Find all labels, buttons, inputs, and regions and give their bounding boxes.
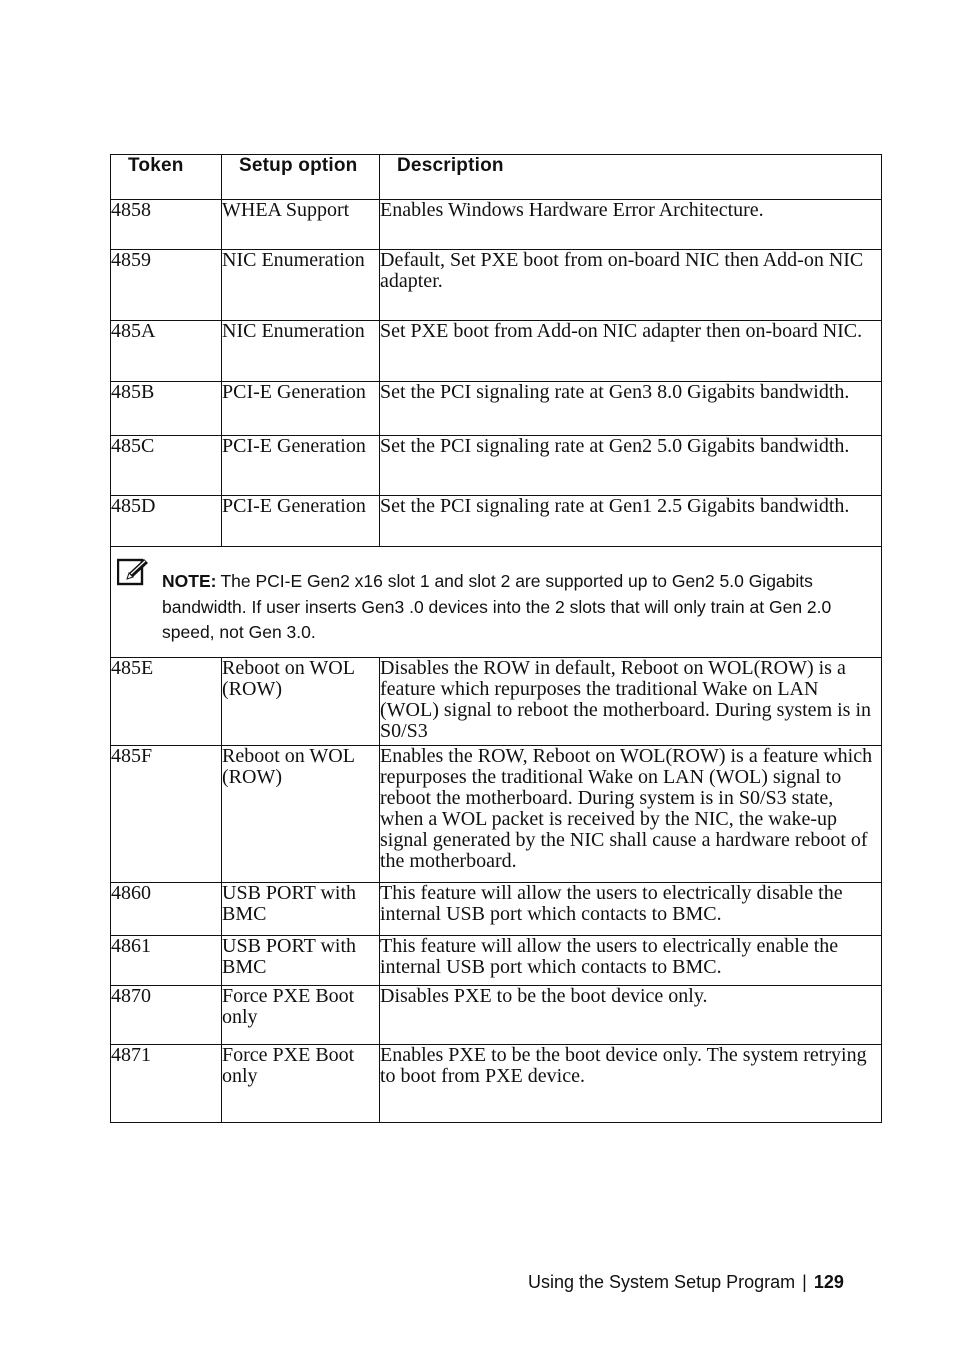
footer-separator: | [802, 1272, 807, 1292]
description-cell: Default, Set PXE boot from on-board NIC then Add-on NIC adapter. [380, 250, 882, 321]
table-row [111, 250, 882, 321]
table-row [111, 936, 882, 986]
setup-option-cell: Reboot on WOL (ROW) [222, 746, 380, 883]
token-cell: 4858 [111, 200, 222, 250]
table-row [111, 200, 882, 250]
table-row [111, 746, 882, 883]
note-row [111, 547, 882, 658]
setup-options-table [110, 154, 882, 1123]
note-cell [111, 547, 882, 658]
description-cell: This feature will allow the users to electrically enable the internal USB port which contacts to BMC. [380, 936, 882, 986]
page-number: 129 [813, 1272, 844, 1292]
table-header-row [111, 155, 882, 200]
header-token: Token [111, 155, 222, 200]
header-setup-option: Setup option [222, 155, 380, 200]
setup-option-cell: PCI-E Generation [222, 382, 380, 436]
token-cell: 4860 [111, 883, 222, 936]
description-cell: Enables PXE to be the boot device only. The system retrying to boot from PXE device. [380, 1045, 882, 1123]
description-cell: Disables the ROW in default, Reboot on WOL(ROW) is a feature which repurposes the traditional Wake on LAN (WOL) signal to reboot the motherboard. During system is in S0/S3 [380, 658, 882, 746]
setup-option-cell: WHEA Support [222, 200, 380, 250]
setup-option-cell: USB PORT with BMC [222, 883, 380, 936]
description-cell: Set the PCI signaling rate at Gen3 8.0 Gigabits bandwidth. [380, 382, 882, 436]
description-cell: This feature will allow the users to electrically disable the internal USB port which contacts to BMC. [380, 883, 882, 936]
description-cell: Set the PCI signaling rate at Gen1 2.5 Gigabits bandwidth. [380, 496, 882, 547]
setup-option-cell: USB PORT with BMC [222, 936, 380, 986]
table-row [111, 883, 882, 936]
setup-option-cell: NIC Enumeration [222, 321, 380, 382]
note-text [162, 569, 865, 646]
note-body: The PCI-E Gen2 x16 slot 1 and slot 2 are supported up to Gen2 5.0 Gigabits bandwidth. If user inserts Gen3 .0 devices into the 2 slots that will only train at Gen 2.0 speed, not Gen 3.0. [162, 571, 832, 642]
token-cell: 4861 [111, 936, 222, 986]
token-cell: 4871 [111, 1045, 222, 1123]
table-row [111, 496, 882, 547]
token-cell: 485A [111, 321, 222, 382]
setup-option-cell: PCI-E Generation [222, 496, 380, 547]
note-label: NOTE: [162, 571, 217, 591]
token-cell: 485F [111, 746, 222, 883]
table-row [111, 321, 882, 382]
footer-section-title: Using the System Setup Program [528, 1272, 796, 1292]
token-cell: 4870 [111, 986, 222, 1045]
note-pencil-icon [117, 557, 149, 589]
token-cell: 485D [111, 496, 222, 547]
token-cell: 4859 [111, 250, 222, 321]
token-cell: 485B [111, 382, 222, 436]
setup-option-cell: Force PXE Boot only [222, 986, 380, 1045]
page-footer [528, 1272, 844, 1293]
token-cell: 485C [111, 436, 222, 496]
setup-option-cell: Force PXE Boot only [222, 1045, 380, 1123]
table-row [111, 1045, 882, 1123]
description-cell: Disables PXE to be the boot device only. [380, 986, 882, 1045]
description-cell: Set the PCI signaling rate at Gen2 5.0 Gigabits bandwidth. [380, 436, 882, 496]
description-cell: Enables the ROW, Reboot on WOL(ROW) is a feature which repurposes the traditional Wake on LAN (WOL) signal to reboot the motherboard. During system is in S0/S3 state, when a WOL packet is received by the NIC, the wake-up signal generated by the NIC shall cause a hardware reboot of the motherboard. [380, 746, 882, 883]
setup-option-cell: NIC Enumeration [222, 250, 380, 321]
table-row [111, 658, 882, 746]
header-description: Description [380, 155, 882, 200]
token-cell: 485E [111, 658, 222, 746]
setup-option-cell: Reboot on WOL (ROW) [222, 658, 380, 746]
table-row [111, 382, 882, 436]
table-row [111, 986, 882, 1045]
description-cell: Enables Windows Hardware Error Architecture. [380, 200, 882, 250]
setup-option-cell: PCI-E Generation [222, 436, 380, 496]
description-cell: Set PXE boot from Add-on NIC adapter then on-board NIC. [380, 321, 882, 382]
table-row [111, 436, 882, 496]
